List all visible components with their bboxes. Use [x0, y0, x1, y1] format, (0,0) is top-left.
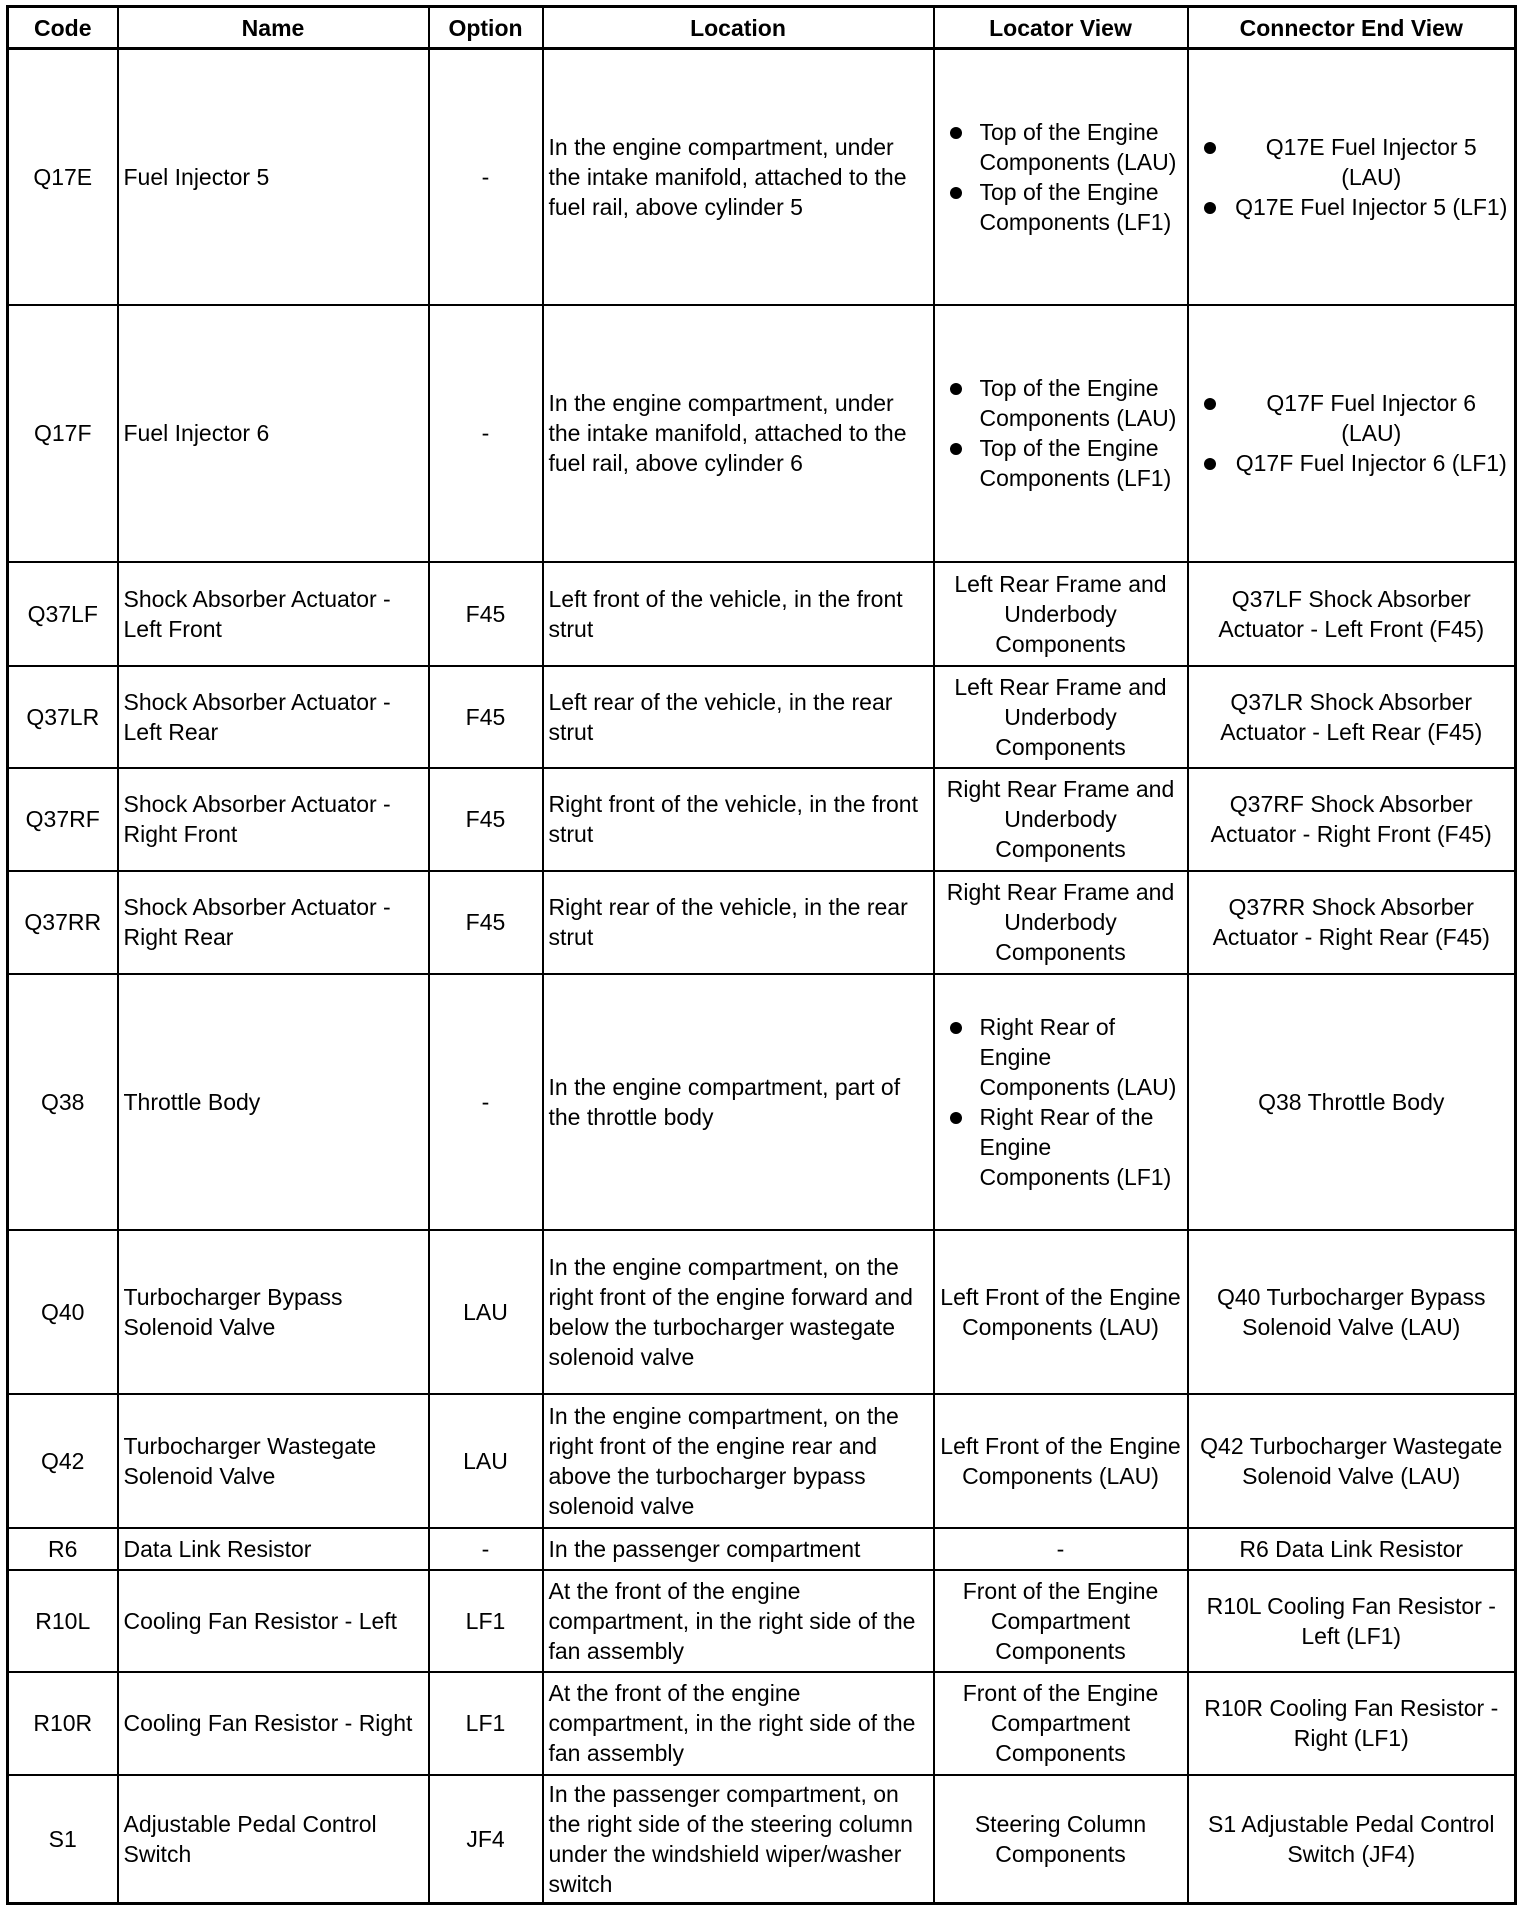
option-cell: - — [429, 974, 543, 1230]
bullet-item: Q17F Fuel Injector 6 (LAU) — [1234, 388, 1510, 448]
locator-view-cell — [934, 974, 1188, 1230]
name-cell: Shock Absorber Actuator - Right Rear — [118, 871, 429, 974]
location-cell: In the engine compartment, part of the throttle body — [543, 974, 934, 1230]
connector-end-view-cell: R6 Data Link Resistor — [1188, 1528, 1516, 1570]
connector-end-view-cell: S1 Adjustable Pedal Control Switch (JF4) — [1188, 1775, 1516, 1904]
option-cell: LAU — [429, 1394, 543, 1528]
locator-view-cell: Right Rear Frame and Underbody Components — [934, 768, 1188, 871]
option-cell: - — [429, 305, 543, 562]
name-cell: Shock Absorber Actuator - Right Front — [118, 768, 429, 871]
name-cell: Throttle Body — [118, 974, 429, 1230]
code-cell: Q37LF — [8, 562, 118, 666]
locator-view-cell: Front of the Engine Compartment Components — [934, 1672, 1188, 1775]
location-cell: Left front of the vehicle, in the front strut — [543, 562, 934, 666]
header-option: Option — [429, 7, 543, 49]
bullet-item: Q17F Fuel Injector 6 (LF1) — [1234, 448, 1510, 478]
table-row — [8, 666, 1516, 768]
location-cell: In the passenger compartment — [543, 1528, 934, 1570]
location-cell: At the front of the engine compartment, in the right side of the fan assembly — [543, 1672, 934, 1775]
location-cell: At the front of the engine compartment, in the right side of the fan assembly — [543, 1570, 934, 1672]
code-cell: Q38 — [8, 974, 118, 1230]
code-cell: R10R — [8, 1672, 118, 1775]
name-cell: Turbocharger Bypass Solenoid Valve — [118, 1230, 429, 1394]
locator-view-cell: Left Front of the Engine Components (LAU) — [934, 1230, 1188, 1394]
option-cell: JF4 — [429, 1775, 543, 1904]
locator-view-cell — [934, 305, 1188, 562]
name-cell: Adjustable Pedal Control Switch — [118, 1775, 429, 1904]
location-cell: Right rear of the vehicle, in the rear strut — [543, 871, 934, 974]
name-cell: Cooling Fan Resistor - Right — [118, 1672, 429, 1775]
header-connector-end-view: Connector End View — [1188, 7, 1516, 49]
table-row — [8, 562, 1516, 666]
header-code: Code — [8, 7, 118, 49]
table-row — [8, 1570, 1516, 1672]
table-row — [8, 1672, 1516, 1775]
table-row — [8, 768, 1516, 871]
component-locator-table — [6, 5, 1517, 1905]
bullet-item: Top of the Engine Components (LF1) — [980, 177, 1182, 237]
connector-end-view-cell-list — [1194, 132, 1510, 222]
code-cell: S1 — [8, 1775, 118, 1904]
option-cell: - — [429, 49, 543, 305]
option-cell: F45 — [429, 562, 543, 666]
name-cell: Shock Absorber Actuator - Left Rear — [118, 666, 429, 768]
header-locator-view: Locator View — [934, 7, 1188, 49]
location-cell: In the engine compartment, on the right front of the engine forward and below the turbocharger wastegate solenoid valve — [543, 1230, 934, 1394]
bullet-item: Top of the Engine Components (LF1) — [980, 433, 1182, 493]
location-cell: Right front of the vehicle, in the front strut — [543, 768, 934, 871]
option-cell: - — [429, 1528, 543, 1570]
locator-view-cell: Steering Column Components — [934, 1775, 1188, 1904]
code-cell: Q17F — [8, 305, 118, 562]
header-row — [8, 7, 1516, 49]
location-cell: In the engine compartment, under the intake manifold, attached to the fuel rail, above cylinder 6 — [543, 305, 934, 562]
connector-end-view-cell: Q40 Turbocharger Bypass Solenoid Valve (LAU) — [1188, 1230, 1516, 1394]
bullet-item: Q17E Fuel Injector 5 (LAU) — [1234, 132, 1510, 192]
connector-end-view-cell: R10L Cooling Fan Resistor - Left (LF1) — [1188, 1570, 1516, 1672]
bullet-item: Top of the Engine Components (LAU) — [980, 117, 1182, 177]
code-cell: Q40 — [8, 1230, 118, 1394]
code-cell: Q37RR — [8, 871, 118, 974]
connector-end-view-cell: Q37LF Shock Absorber Actuator - Left Front (F45) — [1188, 562, 1516, 666]
option-cell: LF1 — [429, 1570, 543, 1672]
table-row — [8, 974, 1516, 1230]
connector-end-view-cell: Q42 Turbocharger Wastegate Solenoid Valve (LAU) — [1188, 1394, 1516, 1528]
code-cell: R10L — [8, 1570, 118, 1672]
code-cell: Q17E — [8, 49, 118, 305]
code-cell: R6 — [8, 1528, 118, 1570]
table-row — [8, 1775, 1516, 1904]
locator-view-cell: Left Rear Frame and Underbody Components — [934, 666, 1188, 768]
table-row — [8, 1230, 1516, 1394]
connector-end-view-cell-list — [1194, 388, 1510, 478]
locator-view-cell — [934, 49, 1188, 305]
location-cell: In the engine compartment, under the intake manifold, attached to the fuel rail, above cylinder 5 — [543, 49, 934, 305]
bullet-item: Right Rear of Engine Components (LAU) — [980, 1012, 1182, 1102]
name-cell: Data Link Resistor — [118, 1528, 429, 1570]
bullet-item: Right Rear of the Engine Components (LF1) — [980, 1102, 1182, 1192]
connector-end-view-cell: Q38 Throttle Body — [1188, 974, 1516, 1230]
option-cell: LAU — [429, 1230, 543, 1394]
name-cell: Shock Absorber Actuator - Left Front — [118, 562, 429, 666]
connector-end-view-cell: R10R Cooling Fan Resistor - Right (LF1) — [1188, 1672, 1516, 1775]
location-cell: Left rear of the vehicle, in the rear strut — [543, 666, 934, 768]
name-cell: Turbocharger Wastegate Solenoid Valve — [118, 1394, 429, 1528]
bullet-item: Q17E Fuel Injector 5 (LF1) — [1235, 193, 1508, 220]
name-cell: Fuel Injector 5 — [118, 49, 429, 305]
code-cell: Q37LR — [8, 666, 118, 768]
locator-view-cell-list — [940, 373, 1182, 493]
option-cell: F45 — [429, 871, 543, 974]
option-cell: F45 — [429, 666, 543, 768]
code-cell: Q42 — [8, 1394, 118, 1528]
bullet-item: Top of the Engine Components (LAU) — [980, 373, 1182, 433]
locator-view-cell: Front of the Engine Compartment Components — [934, 1570, 1188, 1672]
table-row — [8, 1528, 1516, 1570]
locator-view-cell: - — [934, 1528, 1188, 1570]
connector-end-view-cell — [1188, 49, 1516, 305]
location-cell: In the passenger compartment, on the right side of the steering column under the windshield wiper/washer switch — [543, 1775, 934, 1904]
locator-view-cell: Left Rear Frame and Underbody Components — [934, 562, 1188, 666]
connector-end-view-cell: Q37LR Shock Absorber Actuator - Left Rear (F45) — [1188, 666, 1516, 768]
connector-end-view-cell — [1188, 305, 1516, 562]
locator-view-cell-list — [940, 1012, 1182, 1192]
header-name: Name — [118, 7, 429, 49]
connector-end-view-cell: Q37RR Shock Absorber Actuator - Right Rear (F45) — [1188, 871, 1516, 974]
locator-view-cell: Right Rear Frame and Underbody Components — [934, 871, 1188, 974]
option-cell: LF1 — [429, 1672, 543, 1775]
name-cell: Cooling Fan Resistor - Left — [118, 1570, 429, 1672]
locator-view-cell-list — [940, 117, 1182, 237]
code-cell: Q37RF — [8, 768, 118, 871]
table-row — [8, 49, 1516, 305]
connector-end-view-cell: Q37RF Shock Absorber Actuator - Right Front (F45) — [1188, 768, 1516, 871]
option-cell: F45 — [429, 768, 543, 871]
table-row — [8, 871, 1516, 974]
table-row — [8, 305, 1516, 562]
name-cell: Fuel Injector 6 — [118, 305, 429, 562]
table-row — [8, 1394, 1516, 1528]
header-location: Location — [543, 7, 934, 49]
locator-view-cell: Left Front of the Engine Components (LAU) — [934, 1394, 1188, 1528]
location-cell: In the engine compartment, on the right front of the engine rear and above the turbocharger bypass solenoid valve — [543, 1394, 934, 1528]
